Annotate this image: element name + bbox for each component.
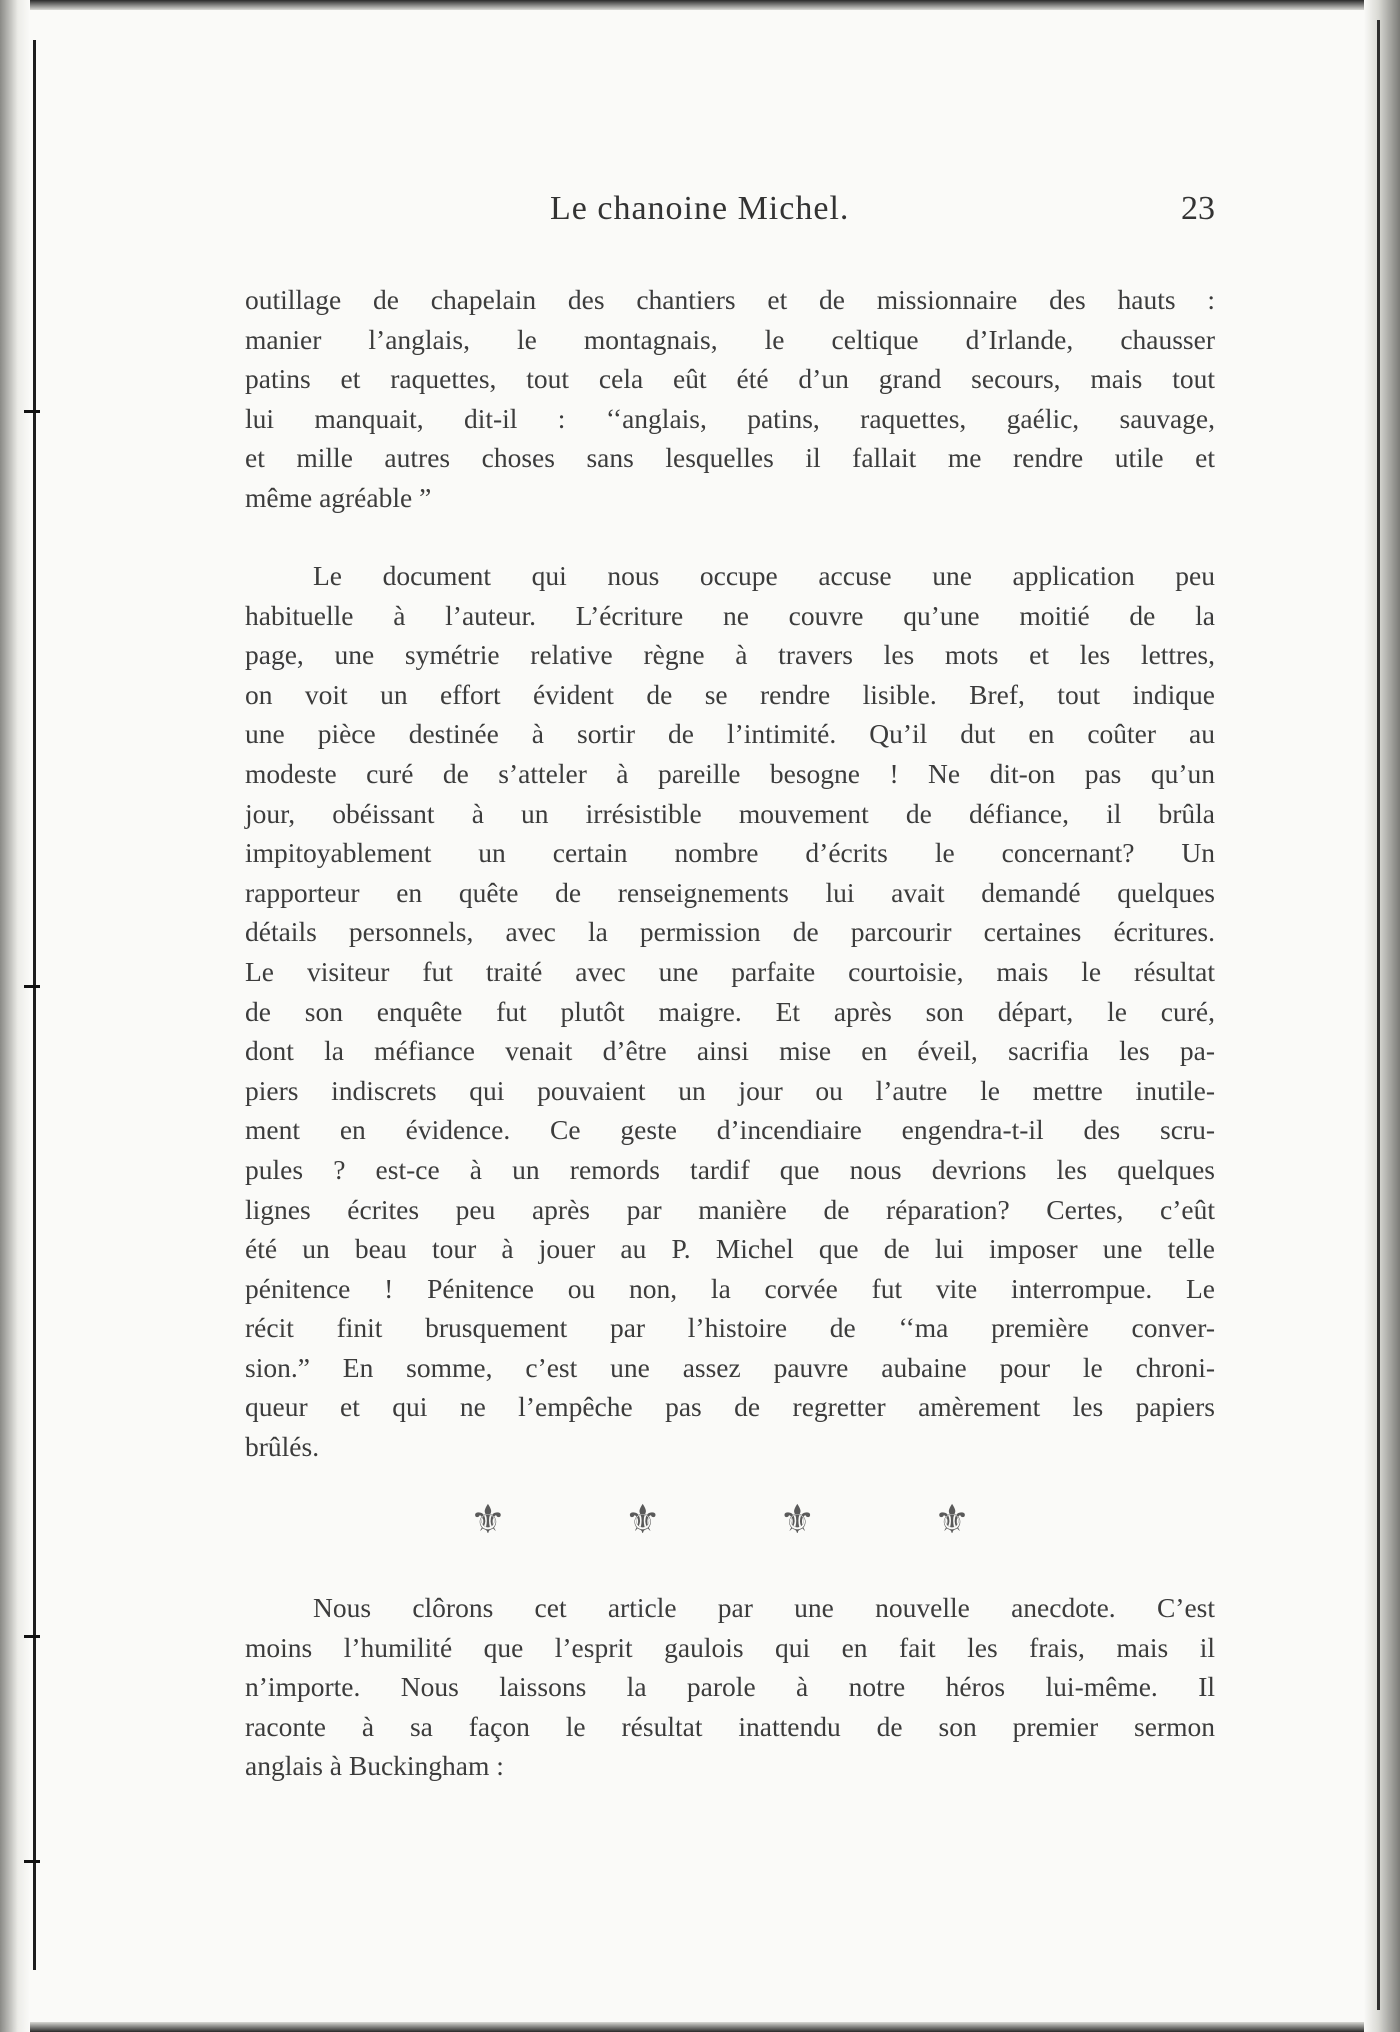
binding-rule [33,40,36,1970]
text-line: habituelle à l’auteur. L’écriture ne couvre qu’une moitié de la [245,599,1215,631]
text-line: détails personnels, avec la permission de parcourir certaines écritures. [245,916,1215,948]
scan-bottom-edge [0,2022,1400,2032]
text-line: moins l’humilité que l’esprit gaulois qui en fait les frais, mais il [245,1631,1215,1663]
text-line: pules ? est-ce à un remords tardif que nous devrions les quelques [245,1153,1215,1185]
text-line: été un beau tour à jouer au P. Michel que de lui imposer une telle [245,1233,1215,1265]
fleur-de-lis-icon: ⚜ [779,1497,816,1543]
text-line: queur et qui ne l’empêche pas de regretter amèrement les papiers [245,1391,1215,1423]
binding-mark [24,1635,40,1638]
text-line: une pièce destinée à sortir de l’intimité. Qu’il dut en coûter au [245,718,1215,750]
text-line: pénitence ! Pénitence ou non, la corvée fut vite interrompue. Le [245,1272,1215,1304]
text-line: Nous clôrons cet article par une nouvelle anecdote. C’est [313,1592,1215,1623]
text-line: ment en évidence. Ce geste d’incendiaire engendra-t-il des scru- [245,1114,1215,1146]
paragraph-2 [245,556,1215,1467]
text-line: même agréable ” [245,481,432,513]
fleur-de-lis-icon: ⚜ [934,1497,970,1543]
text-line: rapporteur en quête de renseignements lui avait demandé quelques [245,876,1215,908]
fleur-de-lis-icon: ⚜ [470,1497,506,1543]
page-header [245,190,1215,240]
text-line: lignes écrites peu après par manière de réparation? Certes, c’eût [245,1193,1215,1225]
fleur-de-lis-icon: ⚜ [624,1497,661,1543]
paragraph-3 [245,1588,1215,1786]
text-line: et mille autres choses sans lesquelles il fallait me rendre utile et [245,442,1215,474]
text-line: raconte à sa façon le résultat inattendu de son premier sermon [245,1710,1215,1742]
binding-mark [24,1860,40,1863]
text-line: on voit un effort évident de se rendre lisible. Bref, tout indique [245,678,1215,710]
text-line: lui manquait, dit-il : ‘‘anglais, patins, raquettes, gaélic, sauvage, [245,402,1215,434]
text-line: manier l’anglais, le montagnais, le celtique d’Irlande, chausser [245,323,1215,355]
scan-right-edge [1364,0,1400,2032]
scan-top-edge [0,0,1400,10]
scan-left-edge [0,0,30,2032]
text-line: de son enquête fut plutôt maigre. Et après son départ, le curé, [245,995,1215,1027]
binding-mark [24,410,40,413]
paragraph-1 [245,280,1215,518]
text-line: impitoyablement un certain nombre d’écrits le concernant? Un [245,837,1215,869]
text-line: Le visiteur fut traité avec une parfaite courtoisie, mais le résultat [245,955,1215,987]
binding-mark [24,985,40,988]
text-line: modeste curé de s’atteler à pareille besogne ! Ne dit-on pas qu’un [245,757,1215,789]
text-line: piers indiscrets qui pouvaient un jour ou l’autre le mettre inutile- [245,1074,1215,1106]
text-line: anglais à Buckingham : [245,1750,504,1782]
text-line: n’importe. Nous laissons la parole à notre héros lui-même. Il [245,1671,1215,1703]
text-line: outillage de chapelain des chantiers et de missionnaire des hauts : [245,284,1215,315]
page-number: 23 [1181,190,1215,227]
text-line: récit finit brusquement par l’histoire de ‘‘ma première conver- [245,1312,1215,1344]
text-line: Le document qui nous occupe accuse une application peu [313,560,1215,591]
fleuron-divider [470,1495,970,1545]
text-line: brûlés. [245,1431,320,1463]
page-edge-rule [1377,20,1380,2010]
text-line: page, une symétrie relative règne à travers les mots et les lettres, [245,639,1215,671]
text-line: sion.” En somme, c’est une assez pauvre aubaine pour le chroni- [245,1351,1215,1383]
text-line: patins et raquettes, tout cela eût été d’un grand secours, mais tout [245,363,1215,395]
text-line: jour, obéissant à un irrésistible mouvement de défiance, il brûla [245,797,1215,829]
running-head: Le chanoine Michel. [550,190,850,227]
text-line: dont la méfiance venait d’être ainsi mise en éveil, sacrifia les pa- [245,1035,1215,1067]
